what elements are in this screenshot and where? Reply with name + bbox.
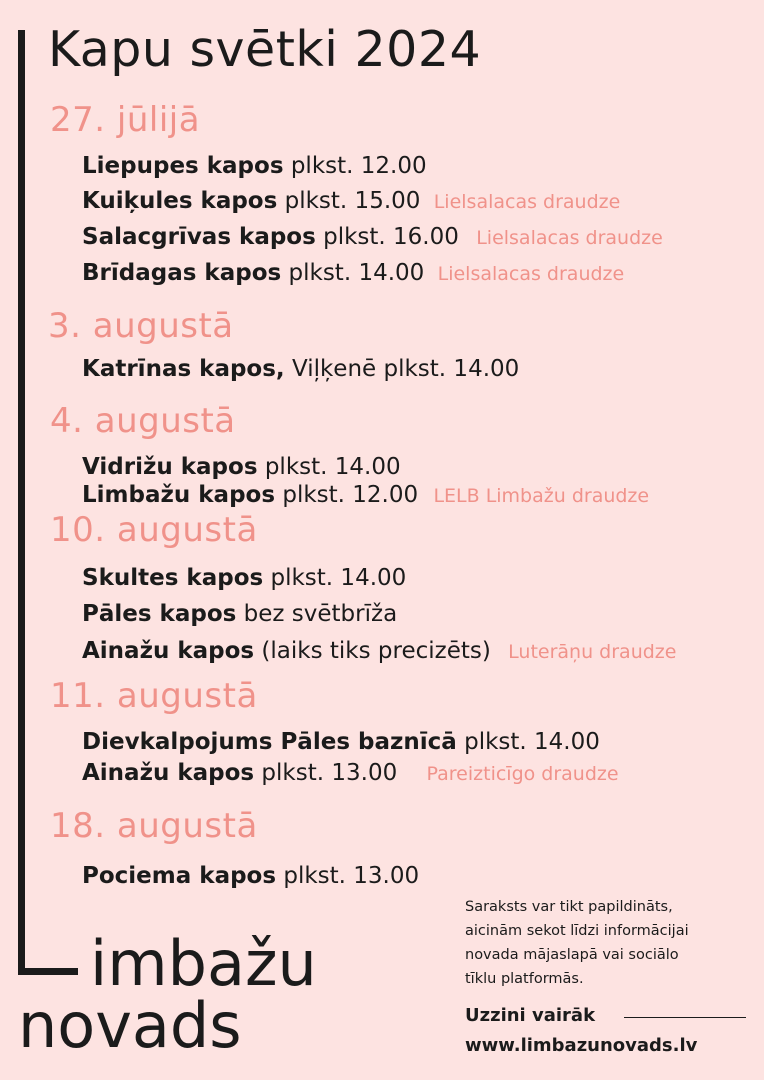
event-time: plkst. 14.00 <box>456 729 600 755</box>
event-note: Pareizticīgo draudze <box>426 763 619 785</box>
event-time: plkst. 13.00 <box>276 863 420 889</box>
event-time: plkst. 12.00 <box>275 482 419 508</box>
event-time: plkst. 14.00 <box>257 454 401 480</box>
event-place: Liepupes kapos <box>82 153 284 179</box>
event-time: plkst. 15.00 <box>277 188 421 214</box>
event-note: Luterāņu draudze <box>508 641 677 663</box>
learn-more-label: Uzzini vairāk <box>465 1005 596 1026</box>
event-place: Katrīnas kapos, <box>82 356 285 382</box>
event-place: Salacgrīvas kapos <box>82 224 316 250</box>
event-row <box>82 222 663 253</box>
info-line: tīklu platformās. <box>465 971 584 987</box>
event-note: Lielsalacas draudze <box>437 263 625 285</box>
event-row <box>82 186 620 217</box>
date-heading: 4. augustā <box>50 401 236 441</box>
vertical-bar <box>18 30 25 975</box>
date-heading: 27. jūlijā <box>50 100 201 140</box>
event-row <box>82 636 676 667</box>
event-row <box>82 452 401 482</box>
event-place: Vidrižu kapos <box>82 454 258 480</box>
date-heading: 3. augustā <box>48 306 234 346</box>
info-line: Saraksts var tikt papildināts, <box>465 899 673 915</box>
event-row <box>82 354 519 384</box>
event-time: Viļķenē plkst. 14.00 <box>284 356 520 382</box>
event-place: Brīdagas kapos <box>82 260 282 286</box>
event-time: plkst. 16.00 <box>315 224 459 250</box>
info-line: aicinām sekot līdzi informācijai <box>465 923 689 939</box>
event-time: bez svētbrīža <box>236 601 398 627</box>
date-heading: 18. augustā <box>50 806 258 846</box>
event-place: Limbažu kapos <box>82 482 276 508</box>
event-time: (laiks tiks precizēts) <box>254 638 491 664</box>
website-link[interactable]: www.limbazunovads.lv <box>465 1035 698 1056</box>
event-row <box>82 563 406 593</box>
date-heading: 10. augustā <box>50 510 258 550</box>
event-note: Lielsalacas draudze <box>476 227 663 249</box>
event-note: LELB Limbažu draudze <box>433 485 650 507</box>
event-time: plkst. 14.00 <box>263 565 407 591</box>
event-time: plkst. 14.00 <box>281 260 425 286</box>
event-row <box>82 861 419 891</box>
info-line: novada mājaslapā vai sociālo <box>465 947 679 963</box>
event-row <box>82 758 619 789</box>
event-time: plkst. 12.00 <box>283 153 427 179</box>
logo-line-2: novads <box>18 989 242 1062</box>
event-place: Pociema kapos <box>82 863 277 889</box>
event-row <box>82 727 600 757</box>
page-title: Kapu svētki 2024 <box>48 21 482 78</box>
event-place: Ainažu kapos <box>82 638 255 664</box>
logo-line-1: imbažu <box>90 927 317 1000</box>
event-row <box>82 258 624 289</box>
event-place: Dievkalpojums Pāles baznīcā <box>82 729 457 755</box>
event-row <box>82 480 649 511</box>
event-row <box>82 151 427 181</box>
event-place: Pāles kapos <box>82 601 237 627</box>
date-heading: 11. augustā <box>50 676 258 716</box>
event-place: Skultes kapos <box>82 565 264 591</box>
event-note: Lielsalacas draudze <box>433 191 621 213</box>
event-place: Kuiķules kapos <box>82 188 278 214</box>
event-row <box>82 599 397 629</box>
event-time: plkst. 13.00 <box>254 760 398 786</box>
learn-more-rule <box>624 1017 746 1018</box>
event-place: Ainažu kapos <box>82 760 255 786</box>
info-text <box>465 895 750 991</box>
